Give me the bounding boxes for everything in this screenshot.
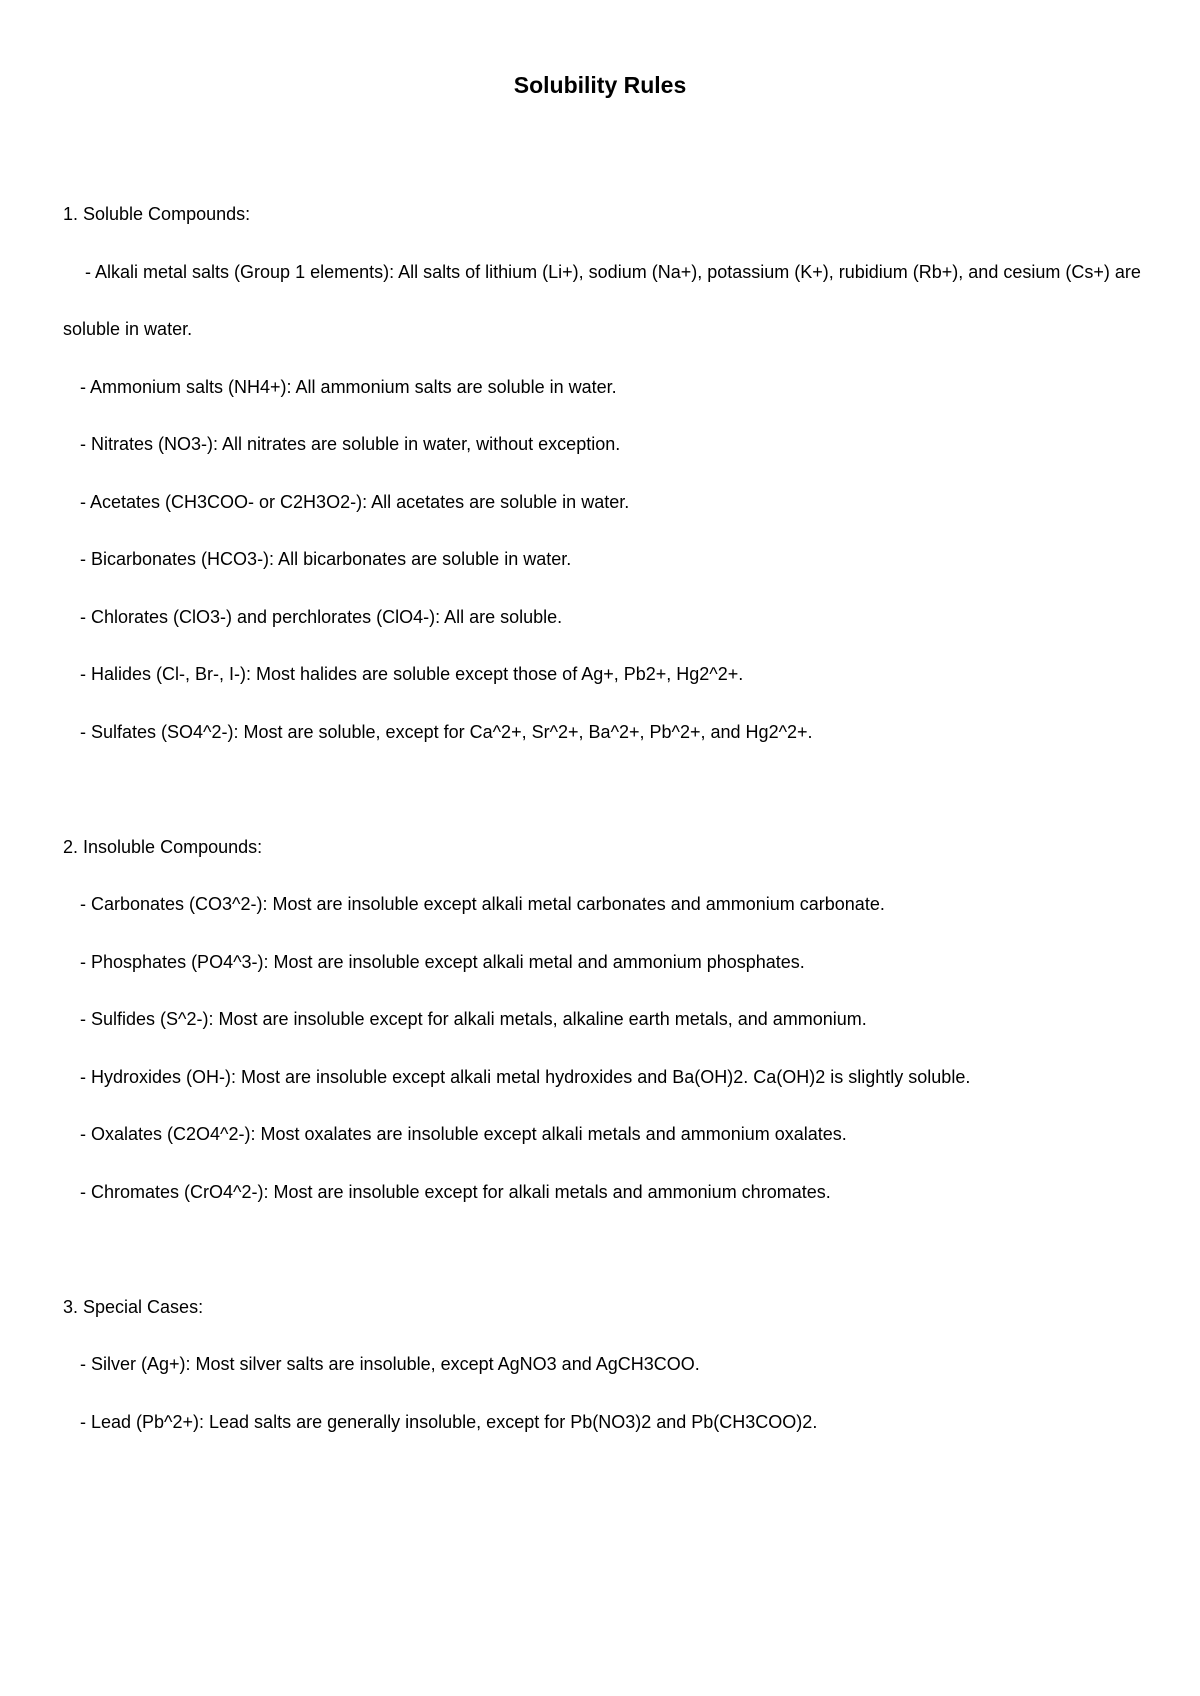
list-item: - Chlorates (ClO3-) and perchlorates (ClO4-): All are soluble. (80, 606, 563, 627)
document-body (63, 186, 1153, 1451)
list-item: - Halides (Cl-, Br-, I-): Most halides are soluble except those of Ag+, Pb2+, Hg2^2+. (80, 664, 744, 684)
section-insoluble-compounds (63, 819, 1153, 1222)
page-title: Solubility Rules (513, 72, 687, 98)
list-item: - Phosphates (PO4^3-): Most are insoluble except alkali metal and ammonium phosphates. (80, 951, 805, 972)
list-item: - Hydroxides (OH-): Most are insoluble except alkali metal hydroxides and Ba(OH)2. Ca(OH)2 is slightly soluble. (80, 1066, 971, 1087)
list-item: - Chromates (CrO4^2-): Most are insoluble except for alkali metals and ammonium chromates. (80, 1181, 831, 1202)
list-item: - Sulfides (S^2-): Most are insoluble except for alkali metals, alkaline earth metals, and ammonium. (80, 1009, 867, 1029)
list-item: - Oxalates (C2O4^2-): Most oxalates are insoluble except alkali metals and ammonium oxalates. (80, 1124, 847, 1144)
list-item: - Carbonates (CO3^2-): Most are insoluble except alkali metal carbonates and ammonium carbonate. (80, 894, 885, 914)
section-special-cases (63, 1279, 1153, 1452)
section-soluble-compounds (63, 186, 1153, 761)
section-gap (63, 1221, 1153, 1279)
section-heading: 3. Special Cases: (63, 1296, 204, 1317)
list-item: - Acetates (CH3COO- or C2H3O2-): All acetates are soluble in water. (80, 491, 630, 512)
section-gap (63, 761, 1153, 819)
list-item: - Silver (Ag+): Most silver salts are insoluble, except AgNO3 and AgCH3COO. (80, 1354, 700, 1374)
section-heading: 1. Soluble Compounds: (63, 204, 251, 224)
list-item: - Bicarbonates (HCO3-): All bicarbonates are soluble in water. (80, 549, 572, 569)
list-item: - Nitrates (NO3-): All nitrates are soluble in water, without exception. (80, 434, 621, 454)
list-item: - Lead (Pb^2+): Lead salts are generally insoluble, except for Pb(NO3)2 and Pb(CH3COO)2. (80, 1411, 818, 1432)
list-item: - Ammonium salts (NH4+): All ammonium salts are soluble in water. (80, 376, 617, 397)
list-item: - Alkali metal salts (Group 1 elements): All salts of lithium (Li+), sodium (Na+), potassium (K+), rubidium (Rb+), and cesium (Cs+) are soluble in water. (63, 261, 1146, 339)
section-heading: 2. Insoluble Compounds: (63, 836, 263, 857)
list-item: - Sulfates (SO4^2-): Most are soluble, except for Ca^2+, Sr^2+, Ba^2+, Pb^2+, and Hg2^2+. (80, 721, 813, 742)
